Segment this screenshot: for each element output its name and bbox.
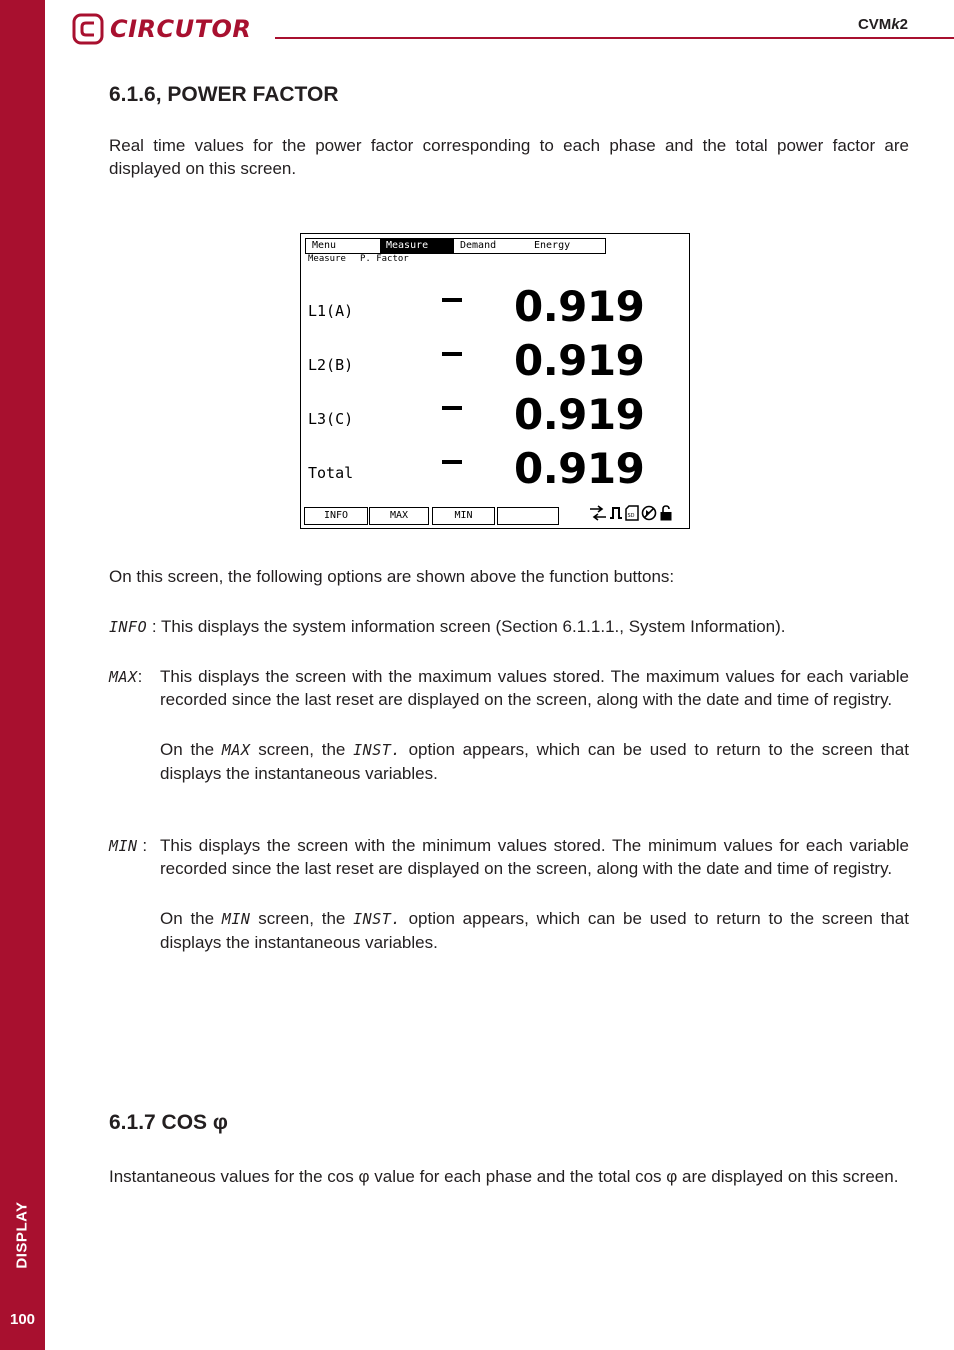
model-name [858, 16, 908, 33]
signal-icon [609, 505, 623, 521]
max-note-term: MAX [221, 741, 251, 759]
tab-demand[interactable]: Demand [460, 240, 497, 251]
circutor-logo-icon [72, 13, 104, 45]
breadcrumb-item: Measure [308, 254, 346, 264]
cos-intro-paragraph: Instantaneous values for the cos φ value for each phase and the total cos φ are displayed on this screen. [109, 1167, 899, 1186]
max-colon: : [137, 667, 143, 686]
info-button[interactable]: INFO [304, 507, 368, 525]
max-description: This displays the screen with the maximum values stored. The maximum values for each variable recorded since the last reset are displayed on the screen, along with the date and time of registry. [160, 667, 909, 709]
tab-menu[interactable]: Menu [312, 240, 337, 251]
svg-text:SD: SD [627, 513, 635, 519]
phase-label: L2(B) [308, 356, 354, 374]
page-number: 100 [9, 1311, 36, 1328]
section-cos-phi [109, 1111, 909, 1135]
max-term-wrap [109, 665, 142, 689]
min-term: MIN [109, 837, 138, 855]
model-prefix: CVM [857, 16, 892, 33]
max-note-part: option appears, which can be used to return to the screen that displays the instantaneous variables. [160, 740, 909, 783]
min-note-part: option appears, which can be used to return to the screen that displays the instantaneous variables. [160, 909, 909, 952]
min-note-part: screen, the [250, 909, 354, 928]
option-min [109, 834, 909, 954]
brand-logo [72, 12, 251, 46]
screen-tab-bar [305, 238, 606, 254]
minus-sign [442, 298, 462, 302]
pf-value: 0.919 [514, 282, 645, 331]
minus-sign [442, 352, 462, 356]
options-intro [109, 565, 909, 588]
model-suffix: 2 [899, 16, 908, 33]
tab-energy[interactable]: Energy [534, 240, 571, 251]
screen-breadcrumb [308, 254, 423, 264]
minus-sign [442, 406, 462, 410]
max-button[interactable]: MAX [369, 507, 429, 525]
pf-value: 0.919 [514, 444, 645, 493]
pf-value: 0.919 [514, 390, 645, 439]
reading-row [301, 386, 689, 439]
no-pulse-icon [641, 505, 657, 521]
tab-measure[interactable]: Measure [380, 239, 454, 253]
status-icons [589, 505, 673, 521]
reading-row [301, 278, 689, 331]
lock-icon [659, 505, 673, 521]
options-intro-text: On this screen, the following options are shown above the function buttons: [109, 567, 675, 586]
section-power-factor [109, 83, 909, 107]
phase-label: L1(A) [308, 302, 354, 320]
sidebar [0, 0, 45, 1350]
brand-name: CIRCUTOR [110, 15, 252, 43]
phase-label: Total [308, 464, 354, 482]
arrows-icon [589, 505, 607, 521]
min-note [160, 907, 909, 954]
min-note-part: On the [160, 909, 222, 928]
min-colon: : [137, 836, 148, 855]
phase-label: L3(C) [308, 410, 354, 428]
intro-paragraph: Real time values for the power factor corresponding to each phase and the total power factor are displayed on this screen. [109, 136, 909, 178]
min-note-term: MIN [221, 910, 251, 928]
reading-row [301, 332, 689, 385]
min-note-inst: INST. [353, 910, 401, 928]
sd-card-icon [625, 505, 639, 521]
reading-row [301, 440, 689, 493]
min-description: This displays the screen with the minimum values stored. The minimum values for each variable recorded since the last reset are displayed on the screen, along with the date and time of registry. [160, 836, 909, 878]
model-k: k [891, 16, 900, 33]
section-title: 6.1.6, POWER FACTOR [109, 83, 339, 106]
device-screen [300, 233, 690, 529]
info-term: INFO [109, 618, 148, 636]
max-note-part: On the [160, 740, 222, 759]
header-rule [275, 37, 954, 39]
blank-button[interactable] [497, 507, 559, 525]
max-note-part: screen, the [250, 740, 354, 759]
breadcrumb-item: P. Factor [359, 254, 409, 264]
option-info [109, 615, 909, 639]
max-term: MAX [109, 668, 138, 686]
pf-value: 0.919 [514, 336, 645, 385]
section-title: 6.1.7 COS φ [109, 1111, 228, 1134]
max-note [160, 738, 909, 785]
max-note-inst: INST. [353, 741, 401, 759]
section-intro [109, 134, 909, 180]
section-cos-intro [109, 1165, 909, 1188]
option-max [109, 665, 909, 785]
section-label: DISPLAY [13, 1201, 31, 1269]
min-button[interactable]: MIN [432, 507, 495, 525]
min-term-wrap [109, 834, 147, 858]
info-description: : This displays the system information screen (Section 6.1.1.1., System Information). [147, 617, 786, 636]
minus-sign [442, 460, 462, 464]
